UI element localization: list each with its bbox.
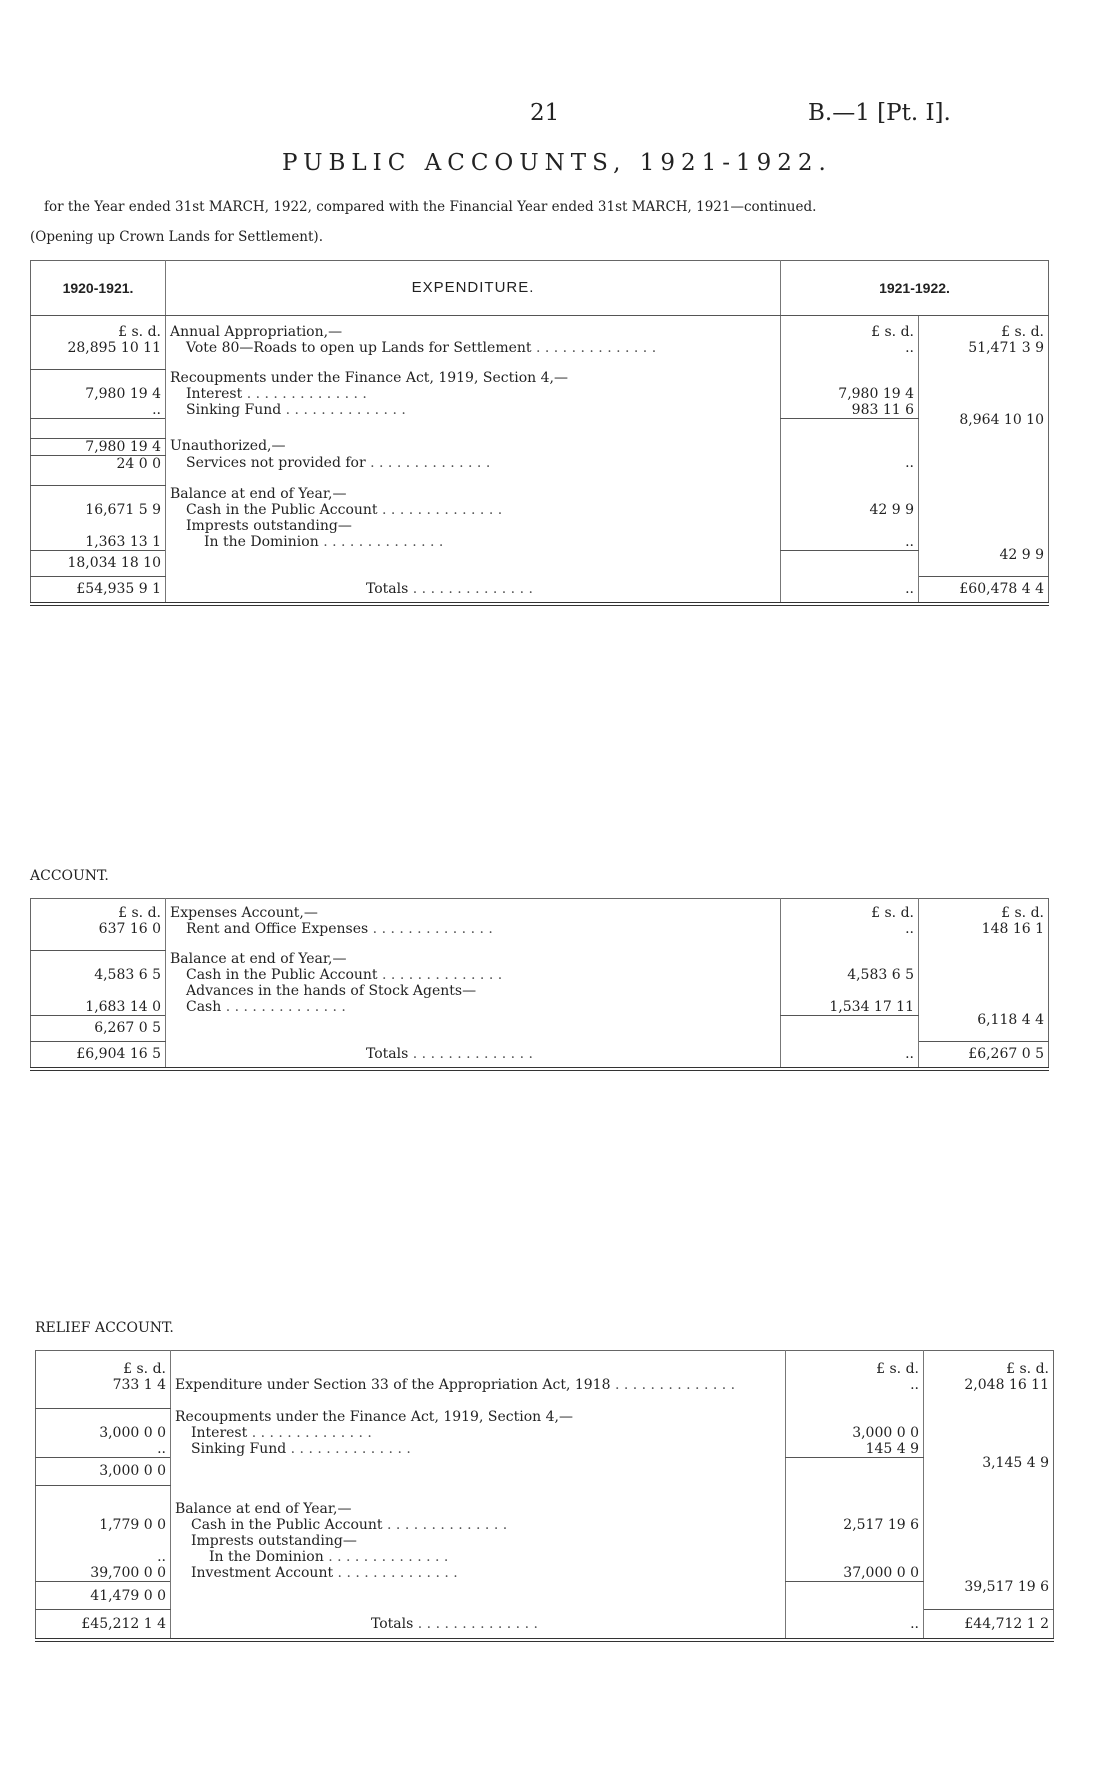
row-label: Interest . . . . . . . . . . . . . . [171, 1425, 786, 1441]
amount-detail: 2,517 19 6 [786, 1517, 924, 1533]
table-row [31, 340, 1049, 356]
table-row [36, 1533, 1054, 1549]
amount-detail: 7,980 19 4 [781, 386, 919, 402]
totals-label: Totals . . . . . . . . . . . . . . [166, 576, 781, 604]
page-title: PUBLIC ACCOUNTS, 1921-1922. [282, 150, 832, 176]
row-heading: Balance at end of Year,— [166, 951, 781, 967]
row-label: Vote 80—Roads to open up Lands for Settlement . . . . . . . . . . . . . . [166, 340, 781, 356]
row-label: Cash in the Public Account . . . . . . . . . . . . . . [166, 967, 781, 983]
amount-prev: 18,034 18 10 [31, 550, 166, 576]
table-row [31, 502, 1049, 518]
units-row [31, 324, 1049, 340]
row-label: Cash in the Public Account . . . . . . . . . . . . . . [171, 1517, 786, 1533]
amount-prev: 39,700 0 0 [90, 1565, 166, 1581]
amount-prev: 24 0 0 [116, 455, 161, 472]
table-row [36, 1549, 1054, 1565]
table-row [36, 1377, 1054, 1393]
row-label: Imprests outstanding— [171, 1533, 786, 1549]
units-row [36, 1361, 1054, 1377]
table-row [31, 951, 1049, 967]
amount-prev: 1,779 0 0 [99, 1517, 166, 1533]
amount-prev: 41,479 0 0 [36, 1582, 171, 1610]
col-1921-1922: 1921-1922. [781, 261, 1049, 316]
table-row [36, 1409, 1054, 1425]
table-row [31, 438, 1049, 455]
row-label: Sinking Fund . . . . . . . . . . . . . . [166, 402, 781, 419]
units-row [31, 905, 1049, 921]
row-label: Services not provided for . . . . . . . . . . . . . . [166, 455, 781, 472]
table-row [31, 402, 1049, 419]
row-heading: Recoupments under the Finance Act, 1919, Section 4,— [171, 1409, 786, 1425]
row-heading: Balance at end of Year,— [171, 1501, 786, 1517]
table-row [31, 386, 1049, 402]
row-label: Interest . . . . . . . . . . . . . . [166, 386, 781, 402]
amount-detail: 3,000 0 0 [786, 1425, 924, 1441]
amount-prev: 3,000 0 0 [99, 1424, 166, 1441]
section-heading-account: ACCOUNT. [30, 868, 109, 884]
expenditure-table-3 [35, 1350, 1054, 1642]
amount-total: 51,471 3 9 [919, 340, 1049, 356]
total-prev: £6,904 16 5 [31, 1041, 166, 1069]
col-expenditure: EXPENDITURE. [166, 261, 781, 316]
units-prev: £ s. d. [118, 904, 161, 921]
amount-prev: 6,267 0 5 [31, 1015, 166, 1041]
row-heading: Annual Appropriation,— [166, 324, 781, 340]
row-label: Investment Account . . . . . . . . . . . . . . [171, 1565, 786, 1582]
units-total: £ s. d. [919, 324, 1049, 340]
amount-detail: 4,583 6 5 [781, 967, 919, 983]
table-row [31, 921, 1049, 937]
amount-prev: 637 16 0 [98, 920, 161, 937]
table-row [36, 1441, 1054, 1458]
table-row [31, 455, 1049, 472]
page-number: 21 [530, 100, 560, 126]
amount-prev: .. [157, 1549, 166, 1565]
units-detail: £ s. d. [786, 1361, 924, 1377]
section-heading-relief: RELIEF ACCOUNT. [35, 1320, 174, 1336]
table-row [31, 534, 1049, 551]
amount-prev: 28,895 10 11 [67, 339, 161, 356]
section-note: (Opening up Crown Lands for Settlement). [30, 229, 323, 245]
row-label: Expenditure under Section 33 of the Appropriation Act, 1918 . . . . . . . . . . . . . . [171, 1377, 786, 1393]
totals-label: Totals . . . . . . . . . . . . . . [171, 1610, 786, 1640]
table-row [36, 1425, 1054, 1441]
row-label: Cash in the Public Account . . . . . . . . . . . . . . [166, 502, 781, 518]
row-heading: Unauthorized,— [166, 438, 781, 455]
table-row [31, 518, 1049, 534]
units-detail: £ s. d. [781, 324, 919, 340]
row-label: Advances in the hands of Stock Agents— [166, 983, 781, 999]
table-row [31, 486, 1049, 502]
row-heading: Expenses Account,— [166, 905, 781, 921]
total-detail: .. [786, 1610, 924, 1640]
row-label: Sinking Fund . . . . . . . . . . . . . . [171, 1441, 786, 1458]
amount-prev: 4,583 6 5 [94, 966, 161, 983]
total-curr: £60,478 4 4 [919, 576, 1049, 604]
amount-prev: 1,363 13 1 [85, 533, 161, 550]
row-label: In the Dominion . . . . . . . . . . . . . . [171, 1549, 786, 1565]
amount-total: 42 9 9 [919, 534, 1049, 577]
col-1920-1921: 1920-1921. [31, 261, 166, 316]
amount-detail: .. [786, 1377, 924, 1393]
units-detail: £ s. d. [781, 905, 919, 921]
totals-row [36, 1610, 1054, 1640]
amount-prev: 7,980 19 4 [85, 385, 161, 402]
row-label: Rent and Office Expenses . . . . . . . . . . . . . . [166, 921, 781, 937]
amount-detail: 42 9 9 [781, 502, 919, 518]
amount-prev: 16,671 5 9 [85, 501, 161, 518]
amount-detail: 37,000 0 0 [786, 1565, 924, 1582]
units-prev: £ s. d. [123, 1360, 166, 1377]
units-total: £ s. d. [924, 1361, 1054, 1377]
amount-total: 148 16 1 [919, 921, 1049, 937]
amount-detail: .. [781, 534, 919, 551]
amount-detail: .. [781, 340, 919, 356]
row-label: Imprests outstanding— [166, 518, 781, 534]
total-curr: £6,267 0 5 [919, 1041, 1049, 1069]
table-row [36, 1517, 1054, 1533]
amount-detail: 145 4 9 [786, 1441, 924, 1458]
amount-prev: 3,000 0 0 [36, 1457, 171, 1485]
document-reference: B.—1 [Pt. I]. [808, 100, 951, 126]
units-prev: £ s. d. [118, 323, 161, 340]
total-prev: £45,212 1 4 [36, 1610, 171, 1640]
amount-prev: 1,683 14 0 [85, 998, 161, 1015]
total-detail: .. [781, 576, 919, 604]
table-row [31, 967, 1049, 983]
expenditure-table-2 [30, 898, 1049, 1071]
table-row [31, 999, 1049, 1016]
table-header-row [31, 261, 1049, 316]
amount-prev: .. [152, 401, 161, 418]
totals-row [31, 1041, 1049, 1069]
amount-total: 6,118 4 4 [919, 999, 1049, 1042]
units-total: £ s. d. [919, 905, 1049, 921]
amount-detail: 1,534 17 11 [781, 999, 919, 1016]
expenditure-table-1 [30, 260, 1049, 606]
table-row [36, 1565, 1054, 1582]
amount-detail: .. [781, 921, 919, 937]
totals-label: Totals . . . . . . . . . . . . . . [166, 1041, 781, 1069]
table-row [31, 370, 1049, 386]
subtitle: for the Year ended 31st MARCH, 1922, compared with the Financial Year ended 31st MARCH, 1921—continued. [44, 199, 817, 215]
amount-prev: 733 1 4 [112, 1376, 166, 1393]
totals-row [31, 576, 1049, 604]
amount-prev: 7,980 19 4 [31, 438, 166, 455]
row-label: Cash . . . . . . . . . . . . . . [166, 999, 781, 1016]
amount-total: 3,145 4 9 [924, 1441, 1054, 1486]
table-row [36, 1501, 1054, 1517]
amount-total: 8,964 10 10 [919, 402, 1049, 439]
total-curr: £44,712 1 2 [924, 1610, 1054, 1640]
amount-total: 39,517 19 6 [924, 1565, 1054, 1610]
amount-detail: 983 11 6 [781, 402, 919, 419]
row-label: In the Dominion . . . . . . . . . . . . . . [166, 534, 781, 551]
total-prev: £54,935 9 1 [31, 576, 166, 604]
amount-total: 2,048 16 11 [924, 1377, 1054, 1393]
total-detail: .. [781, 1041, 919, 1069]
amount-prev: .. [157, 1440, 166, 1457]
amount-detail: .. [781, 455, 919, 472]
table-row [31, 983, 1049, 999]
row-heading: Balance at end of Year,— [166, 486, 781, 502]
row-heading: Recoupments under the Finance Act, 1919, Section 4,— [166, 370, 781, 386]
